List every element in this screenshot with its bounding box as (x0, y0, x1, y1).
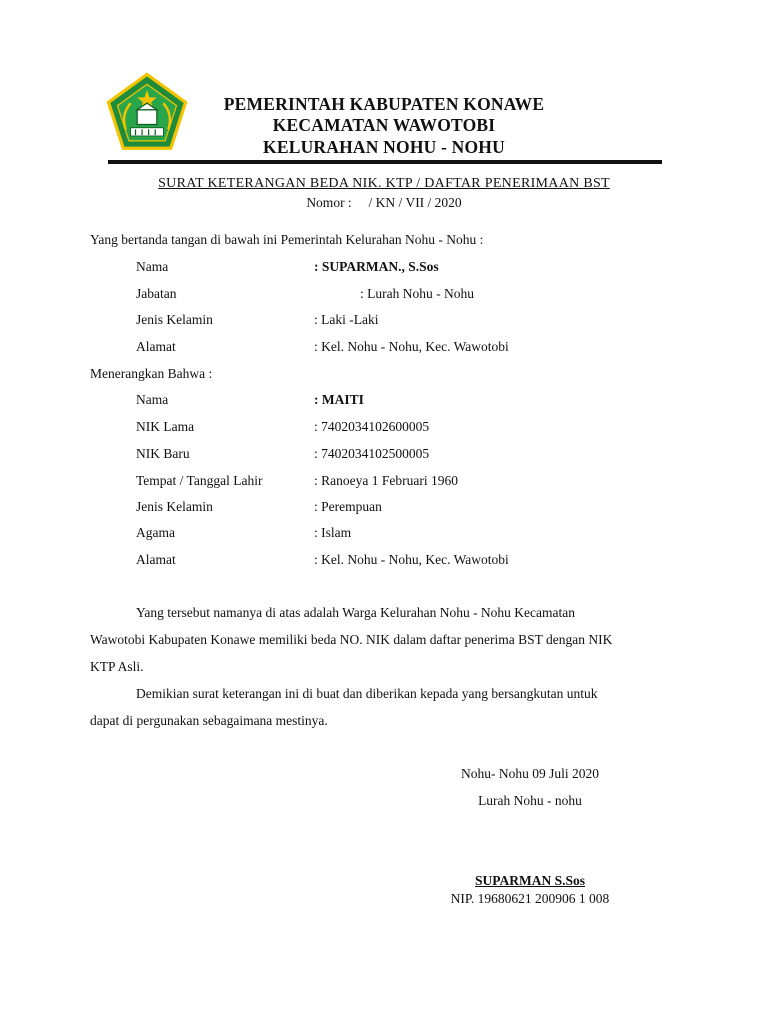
subject-new-nik-label: NIK Baru (136, 446, 190, 461)
signatory-position-value: : Lurah Nohu - Nohu (360, 286, 474, 301)
header-government: PEMERINTAH KABUPATEN KONAWE (223, 94, 545, 114)
letter-title: SURAT KETERANGAN BEDA NIK. KTP / DAFTAR PENERIMAAN BST (158, 176, 610, 191)
subject-name-label: Nama (136, 392, 169, 407)
subject-name-value: : MAITI (314, 392, 364, 407)
subject-birth-label: Tempat / Tanggal Lahir (136, 473, 263, 488)
signature-nip: NIP. 19680621 200906 1 008 (450, 891, 610, 906)
subject-gender-value: : Perempuan (314, 499, 382, 514)
signatory-position-label: Jabatan (136, 286, 177, 301)
subject-religion-label: Agama (136, 525, 175, 540)
kabupaten-emblem-icon (106, 70, 188, 156)
signature-name-text: SUPARMAN S.Sos (474, 873, 585, 888)
subject-old-nik-value: : 7402034102600005 (314, 419, 430, 434)
subject-new-nik-value: : 7402034102500005 (314, 446, 430, 461)
subject-gender-label: Jenis Kelamin (136, 499, 213, 514)
subject-religion-value: : Islam (314, 525, 352, 540)
signatory-name-label: Nama (136, 259, 169, 274)
letter-number: Nomor : / KN / VII / 2020 (306, 195, 462, 210)
header-village: KELURAHAN NOHU - NOHU (263, 137, 505, 157)
signature-position: Lurah Nohu - nohu (478, 793, 582, 808)
signatory-name-value: : SUPARMAN., S.Sos (314, 259, 439, 274)
body-paragraph-2-line-1: Demikian surat keterangan ini di buat dan diberikan kepada yang bersangkutan untuk (136, 686, 598, 701)
signatory-gender-label: Jenis Kelamin (136, 312, 213, 327)
body-paragraph-1-line-2: Wawotobi Kabupaten Konawe memiliki beda NO. NIK dalam daftar penerima BST dengan NIK (90, 632, 613, 647)
signatory-gender-value: : Laki -Laki (314, 312, 379, 327)
subject-old-nik-label: NIK Lama (136, 419, 195, 434)
body-paragraph-1-line-1: Yang tersebut namanya di atas adalah Warga Kelurahan Nohu - Nohu Kecamatan (136, 605, 576, 620)
header-divider (108, 160, 662, 164)
signature-place-date: Nohu- Nohu 09 Juli 2020 (461, 766, 599, 781)
header-district: KECAMATAN WAWOTOBI (272, 115, 496, 135)
signatory-address-value: : Kel. Nohu - Nohu, Kec. Wawotobi (314, 339, 509, 354)
body-paragraph-2-line-2: dapat di pergunakan sebagaimana mestinya. (90, 713, 328, 728)
subject-address-value: : Kel. Nohu - Nohu, Kec. Wawotobi (314, 552, 509, 567)
declaration-text: Menerangkan Bahwa : (90, 366, 213, 381)
subject-birth-value: : Ranoeya 1 Februari 1960 (314, 473, 458, 488)
subject-address-label: Alamat (136, 552, 176, 567)
signature-name (420, 873, 640, 889)
body-paragraph-1-line-3: KTP Asli. (90, 659, 144, 674)
intro-text: Yang bertanda tangan di bawah ini Pemerintah Kelurahan Nohu - Nohu : (90, 232, 484, 247)
signatory-address-label: Alamat (136, 339, 176, 354)
